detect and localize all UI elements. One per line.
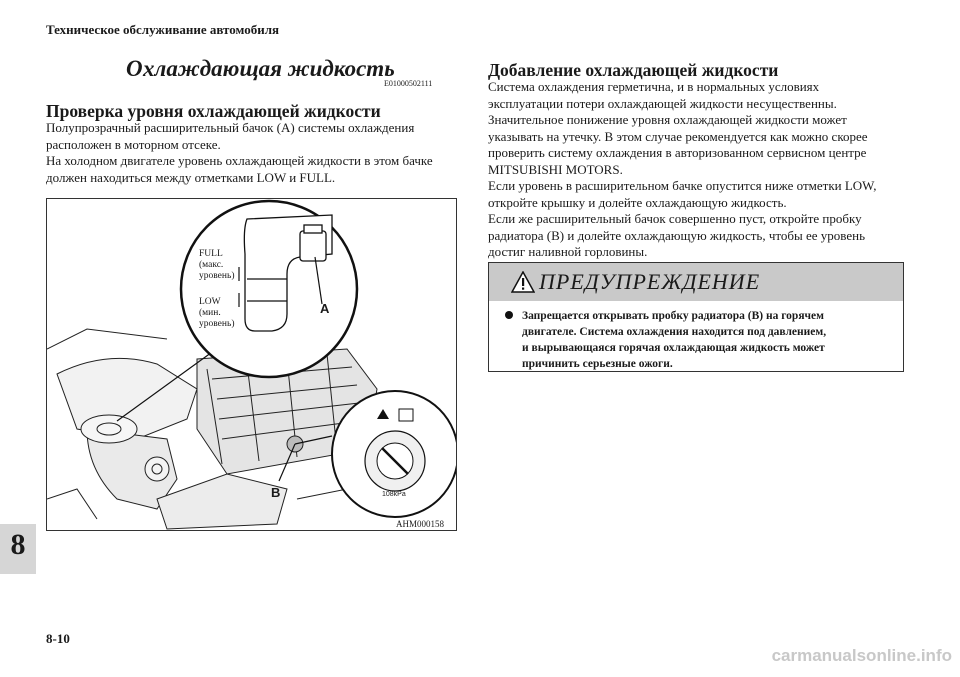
low-mark-label: [199, 297, 234, 330]
cap-pressure-label: 108kPa: [382, 491, 406, 498]
text-line: Полупрозрачный расширительный бачок (А) системы охлаждения: [46, 120, 415, 135]
text-line: эксплуатации потери охлаждающей жидкости несущественны.: [488, 95, 837, 111]
text-line: Если же расширительный бачок совершенно пуст, откройте пробку: [488, 211, 862, 226]
check-level-text: [46, 120, 466, 186]
add-coolant-text: [488, 79, 918, 261]
label-line: LOW: [199, 297, 221, 307]
chapter-number: 8: [10, 528, 26, 561]
label-line: уровень): [199, 271, 235, 281]
text-line: Если уровень в расширительном бачке опустится ниже отметки LOW,: [488, 178, 877, 193]
text-line: достиг наливной горловины.: [488, 244, 648, 259]
subheading-check-level: Проверка уровня охлаждающей жидкости: [46, 101, 381, 121]
warning-box: [488, 262, 904, 372]
text-line: проверить систему охлаждения в авторизованном сервисном центре: [488, 145, 867, 160]
text-line: Значительное понижение уровня охлаждающей жидкости может: [488, 112, 847, 127]
label-line: FULL: [199, 249, 223, 259]
callout-b: B: [271, 485, 281, 500]
engine-illustration-svg: [47, 199, 457, 531]
figure-code: AHM000158: [396, 519, 445, 529]
text-line: причинить серьезные ожоги.: [522, 358, 673, 370]
warning-title: ПРЕДУПРЕЖДЕНИЕ: [539, 269, 761, 294]
section-code: E01000502111: [384, 79, 433, 88]
text-line: На холодном двигателе уровень охлаждающей жидкости в этом бачке: [46, 153, 433, 168]
warning-text: [522, 308, 892, 372]
warning-triangle-icon: [511, 271, 535, 293]
text-line: Запрещается открывать пробку радиатора (B) на горячем: [522, 310, 824, 322]
label-line: уровень): [199, 319, 235, 329]
text-line: радиатора (B) и долейте охлаждающую жидкость, чтобы ее уровень: [488, 227, 865, 243]
section-title: Охлаждающая жидкость: [126, 56, 395, 81]
text-line: MITSUBISHI MOTORS.: [488, 161, 623, 177]
text-line: указывать на утечку. В этом случае рекомендуется как можно скорее: [488, 128, 868, 144]
callout-a: A: [320, 301, 330, 316]
bullet-icon: [505, 311, 513, 319]
text-line: расположен в моторном отсеке.: [46, 136, 221, 152]
text-line: Система охлаждения герметична, и в нормальных условиях: [488, 79, 820, 94]
text-line: должен находиться между отметками LOW и FULL.: [46, 169, 336, 185]
text-line: двигателе. Система охлаждения находится под давлением,: [522, 326, 827, 338]
text-line: откройте крышку и долейте охлаждающую жидкость.: [488, 194, 787, 210]
subheading-add-coolant: Добавление охлаждающей жидкости: [488, 60, 779, 80]
full-mark-label: [199, 249, 234, 282]
label-line: (макс.: [199, 260, 224, 270]
text-line: и вырывающаяся горячая охлаждающая жидкость может: [522, 342, 825, 354]
label-line: (мин.: [199, 308, 221, 318]
watermark: carmanualsonline.info: [771, 646, 952, 665]
page-number: 8-10: [46, 631, 70, 646]
running-header: Техническое обслуживание автомобиля: [46, 22, 280, 37]
engine-bay-illustration: [46, 198, 457, 531]
